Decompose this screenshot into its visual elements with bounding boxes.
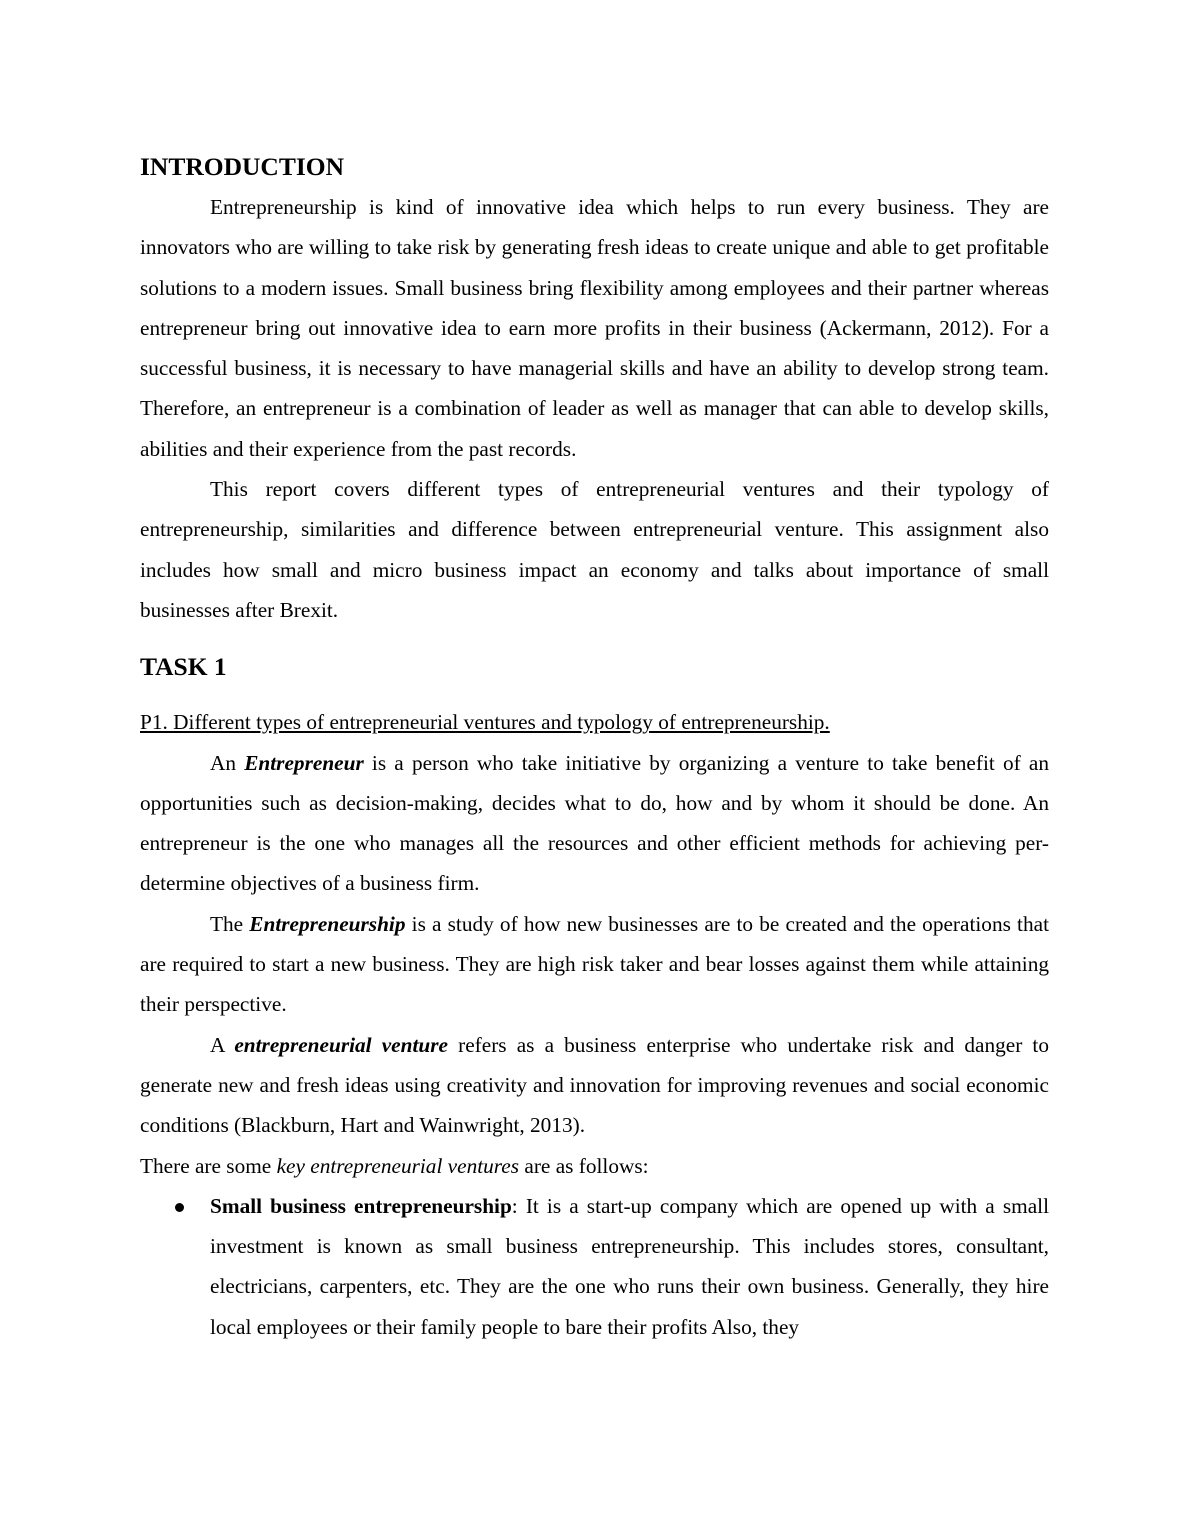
list-item-term: Small business entrepreneurship [210,1193,512,1218]
entrepreneurship-text: is a study of how new businesses are to be created and the operations that are required to start a new business. They are high risk taker and bear losses against them while attaining their perspective. [140,911,1049,1017]
intro-paragraph-1: Entrepreneurship is kind of innovative idea which helps to run every business. They are innovators who are willing to take risk by generating fresh ideas to create unique and able to get profitable solutions to a modern issues. Small business bring flexibility among employees and their partner whereas entrepreneur bring out innovative idea to earn more profits in their business (Ackermann, 2012). For a successful business, it is necessary to have managerial skills and have an ability to develop strong team. Therefore, an entrepreneur is a combination of leader as well as manager that can able to develop skills, abilities and their experience from the past records. [140,195,1049,461]
venture-lead: A [210,1032,235,1057]
key-ventures-emphasis: key entrepreneurial ventures [276,1153,520,1178]
key-ventures-lead: There are some [140,1153,277,1178]
list-item-text: : It is a start-up company which are opened up with a small investment is known as small business entrepreneurship. This includes stores, consultant, electricians, carpenters, etc. They are the one who runs their own business. Generally, they hire local employees or their family people to bare their profits Also, they [210,1193,1049,1339]
list-item [140,1186,1049,1347]
venture-term: entrepreneurial venture [234,1032,448,1057]
introduction-heading: INTRODUCTION [140,152,345,181]
key-ventures-line [140,1146,1049,1186]
entrepreneur-text: is a person who take initiative by organizing a venture to take benefit of an opportunities such as decision-making, decides what to do, how and by whom it should be done. An entrepreneur is the one who manages all the resources and other efficient methods for achieving per- determine objectives of a business firm. [140,750,1050,896]
key-ventures-rest: are as follows: [519,1153,649,1178]
entrepreneurship-paragraph [140,904,1049,1025]
entrepreneurship-lead: The [210,911,250,936]
venture-paragraph [140,1025,1049,1146]
ventures-list [140,1186,1049,1347]
venture-text: refers as a business enterprise who undertake risk and danger to generate new and fresh ideas using creativity and innovation for improving revenues and social economic conditions (Blackburn, Hart and Wainwright, 2013). [140,1032,1049,1138]
document-page [140,148,1049,1347]
task1-subheading: P1. Different types of entrepreneurial ventures and typology of entrepreneurship. [140,710,830,735]
intro-paragraph-2: This report covers different types of entrepreneurial ventures and their typology of entrepreneurship, similarities and difference between entrepreneurial venture. This assignment also includes how small and micro business impact an economy and talks about importance of small businesses after Brexit. [140,477,1049,622]
bullet-icon [175,1203,184,1212]
entrepreneurship-term: Entrepreneurship [249,911,406,936]
entrepreneur-lead: An [210,750,245,775]
entrepreneur-paragraph [140,743,1049,904]
task1-heading: TASK 1 [140,652,227,682]
entrepreneur-term: Entrepreneur [244,750,364,775]
